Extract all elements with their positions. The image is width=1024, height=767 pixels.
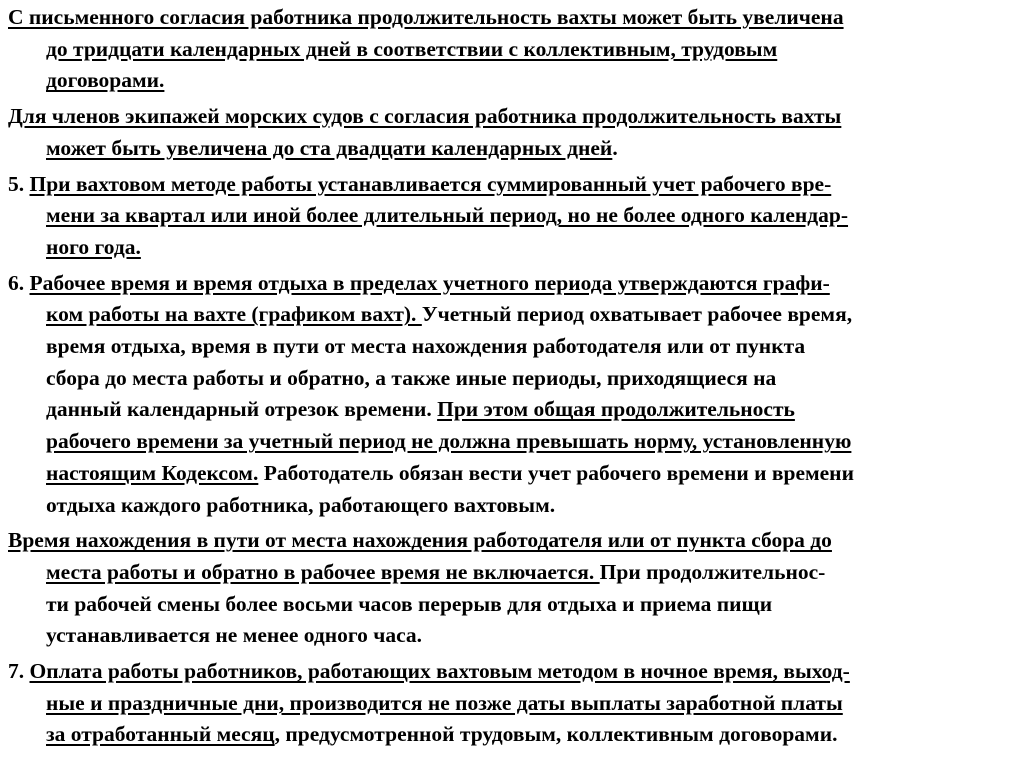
underlined-text: ные и праздничные дни, производится не позже даты выплаты заработной платы: [46, 690, 843, 715]
text-run: время отдыха, время в пути от места нахождения работодателя или от пункта: [46, 334, 806, 359]
underlined-text: за отработанный месяц: [46, 722, 275, 747]
paragraph: [8, 2, 1016, 97]
underlined-text: Рабочее время и время отдыха в пределах учетного периода утверждаются графи-: [29, 270, 830, 295]
text-run: 7.: [8, 659, 30, 684]
underlined-text: до тридцати календарных дней в соответствии с коллективным, трудовым: [46, 36, 778, 61]
underlined-text: места работы и обратно в рабочее время не включается.: [46, 559, 600, 584]
underlined-text: При вахтовом методе работы устанавливается суммированный учет рабочего вре-: [29, 171, 832, 196]
text-run: , предусмотренной трудовым, коллективным договорами.: [274, 722, 838, 747]
underlined-text: С письменного согласия работника продолжительность вахты может быть увеличена: [8, 5, 844, 29]
text-run: устанавливается не менее одного часа.: [46, 623, 423, 648]
text-run: Работодатель обязан вести учет рабочего времени и времени: [258, 460, 854, 485]
document-body: [8, 2, 1016, 751]
paragraph: [8, 268, 1016, 522]
underlined-text: настоящим Кодексом.: [46, 460, 259, 485]
paragraph: [8, 101, 1016, 164]
underlined-text: Для членов экипажей морских судов с согласия работника продолжительность вахты: [8, 104, 842, 129]
text-run: 6.: [8, 270, 30, 295]
underlined-text: мени за квартал или иной более длительный период, но не более одного календар-: [46, 203, 849, 228]
underlined-text: договорами.: [46, 68, 165, 93]
text-run: данный календарный отрезок времени.: [46, 397, 438, 422]
underlined-text: ного года.: [46, 234, 141, 259]
text-run: 5.: [8, 171, 30, 196]
text-run: сбора до места работы и обратно, а также иные периоды, приходящиеся на: [46, 365, 777, 390]
text-run: отдыха каждого работника, работающего вахтовым.: [46, 492, 556, 517]
underlined-text: может быть увеличена до ста двадцати календарных дней: [46, 135, 613, 160]
text-run: При продолжительнос-: [599, 559, 826, 584]
underlined-text: рабочего времени за учетный период не должна превышать норму, установленную: [46, 429, 852, 454]
paragraph: [8, 656, 1016, 751]
text-run: ти рабочей смены более восьми часов перерыв для отдыха и приема пищи: [46, 591, 773, 616]
text-run: Учетный период охватывает рабочее время,: [421, 302, 853, 327]
paragraph: [8, 525, 1016, 652]
underlined-text: ком работы на вахте (графиком вахт).: [46, 302, 422, 327]
paragraph: [8, 169, 1016, 264]
underlined-text: Оплата работы работников, работающих вахтовым методом в ночное время, выход-: [29, 659, 850, 684]
underlined-text: При этом общая продолжительность: [437, 397, 795, 422]
underlined-text: Время нахождения в пути от места нахождения работодателя или от пункта сбора до: [8, 528, 832, 553]
text-run: .: [612, 135, 618, 160]
